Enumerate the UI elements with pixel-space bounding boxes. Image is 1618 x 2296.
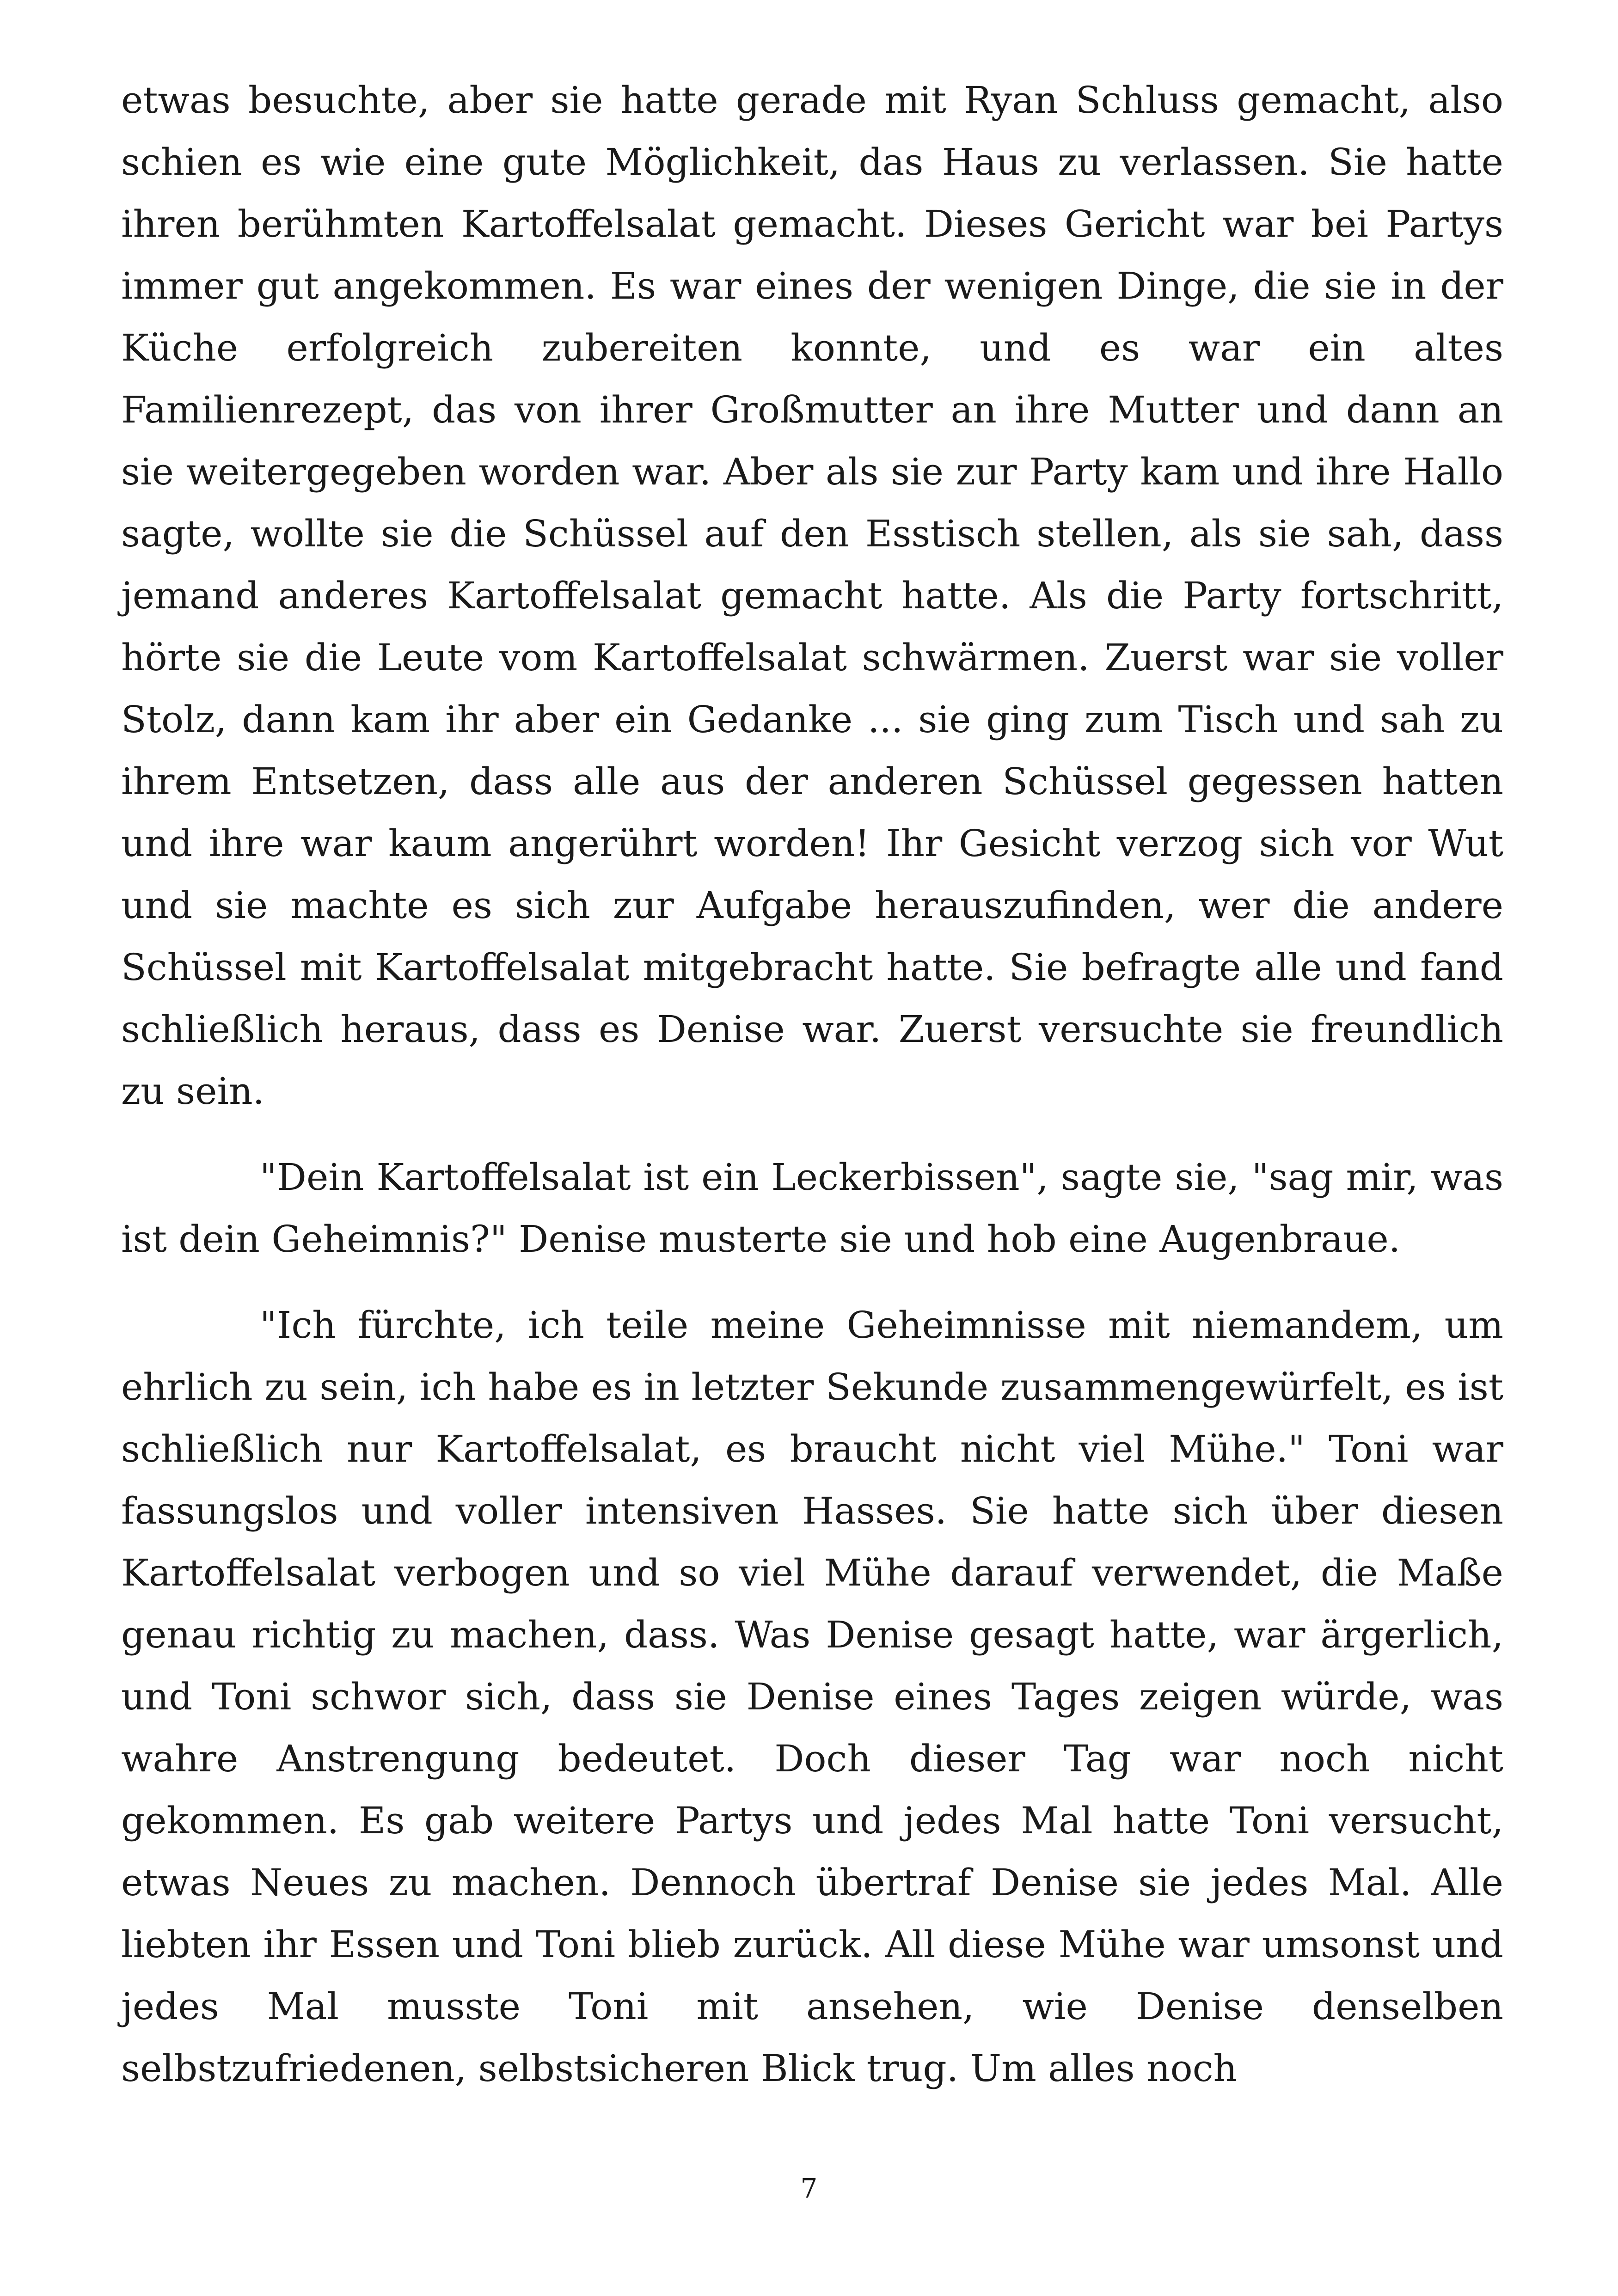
body-paragraph-2: "Dein Kartoffelsalat ist ein Leckerbissen", sagte sie, "sag mir, was ist dein Geheimnis?" Denise musterte sie und hob eine Augenbraue. (121, 1156, 1503, 1261)
body-paragraph-1: etwas besuchte, aber sie hatte gerade mit Ryan Schluss gemacht, also schien es wie eine gute Möglichkeit, das Haus zu verlassen. Sie hatte ihren berühmten Kartoffelsalat gemacht. Dieses Gericht war bei Partys immer gut angekommen. Es war eines der wenigen Dinge, die sie in der Küche erfolgreich zubereiten konnte, und es war ein altes Familienrezept, das von ihrer Großmutter an ihre Mutter und dann an sie weitergegeben worden war. Aber als sie zur Party kam und ihre Hallo sagte, wollte sie die Schüssel auf den Esstisch stellen, als sie sah, dass jemand anderes Kartoffelsalat gemacht hatte. Als die Party fortschritt, hörte sie die Leute vom Kartoffelsalat schwärmen. Zuerst war sie voller Stolz, dann kam ihr aber ein Gedanke ... sie ging zum Tisch und sah zu ihrem Entsetzen, dass alle aus der anderen Schüssel gegessen hatten und ihre war kaum angerührt worden! Ihr Gesicht verzog sich vor Wut und sie machte es sich zur Aufgabe herauszufinden, wer die andere Schüssel mit Kartoffelsalat mitgebracht hatte. Sie befragte alle und fand schließlich heraus, dass es Denise war. Zuerst versuchte sie freundlich zu sein. (121, 79, 1503, 1113)
body-paragraph-3: "Ich fürchte, ich teile meine Geheimnisse mit niemandem, um ehrlich zu sein, ich habe es in letzter Sekunde zusammengewürfelt, es ist schließlich nur Kartoffelsalat, es braucht nicht viel Mühe." Toni war fassungslos und voller intensiven Hasses. Sie hatte sich über diesen Kartoffelsalat verbogen und so viel Mühe darauf verwendet, die Maße genau richtig zu machen, dass. Was Denise gesagt hatte, war ärgerlich, und Toni schwor sich, dass sie Denise eines Tages zeigen würde, was wahre Anstrengung bedeutet. Doch dieser Tag war noch nicht gekommen. Es gab weitere Partys und jedes Mal hatte Toni versucht, etwas Neues zu machen. Dennoch übertraf Denise sie jedes Mal. Alle liebten ihr Essen und Toni blieb zurück. All diese Mühe war umsonst und jedes Mal musste Toni mit ansehen, wie Denise denselben selbstzufriedenen, selbstsicheren Blick trug. Um alles noch (121, 1304, 1503, 2090)
page-body (121, 69, 1503, 2124)
page-number: 7 (800, 2173, 818, 2204)
